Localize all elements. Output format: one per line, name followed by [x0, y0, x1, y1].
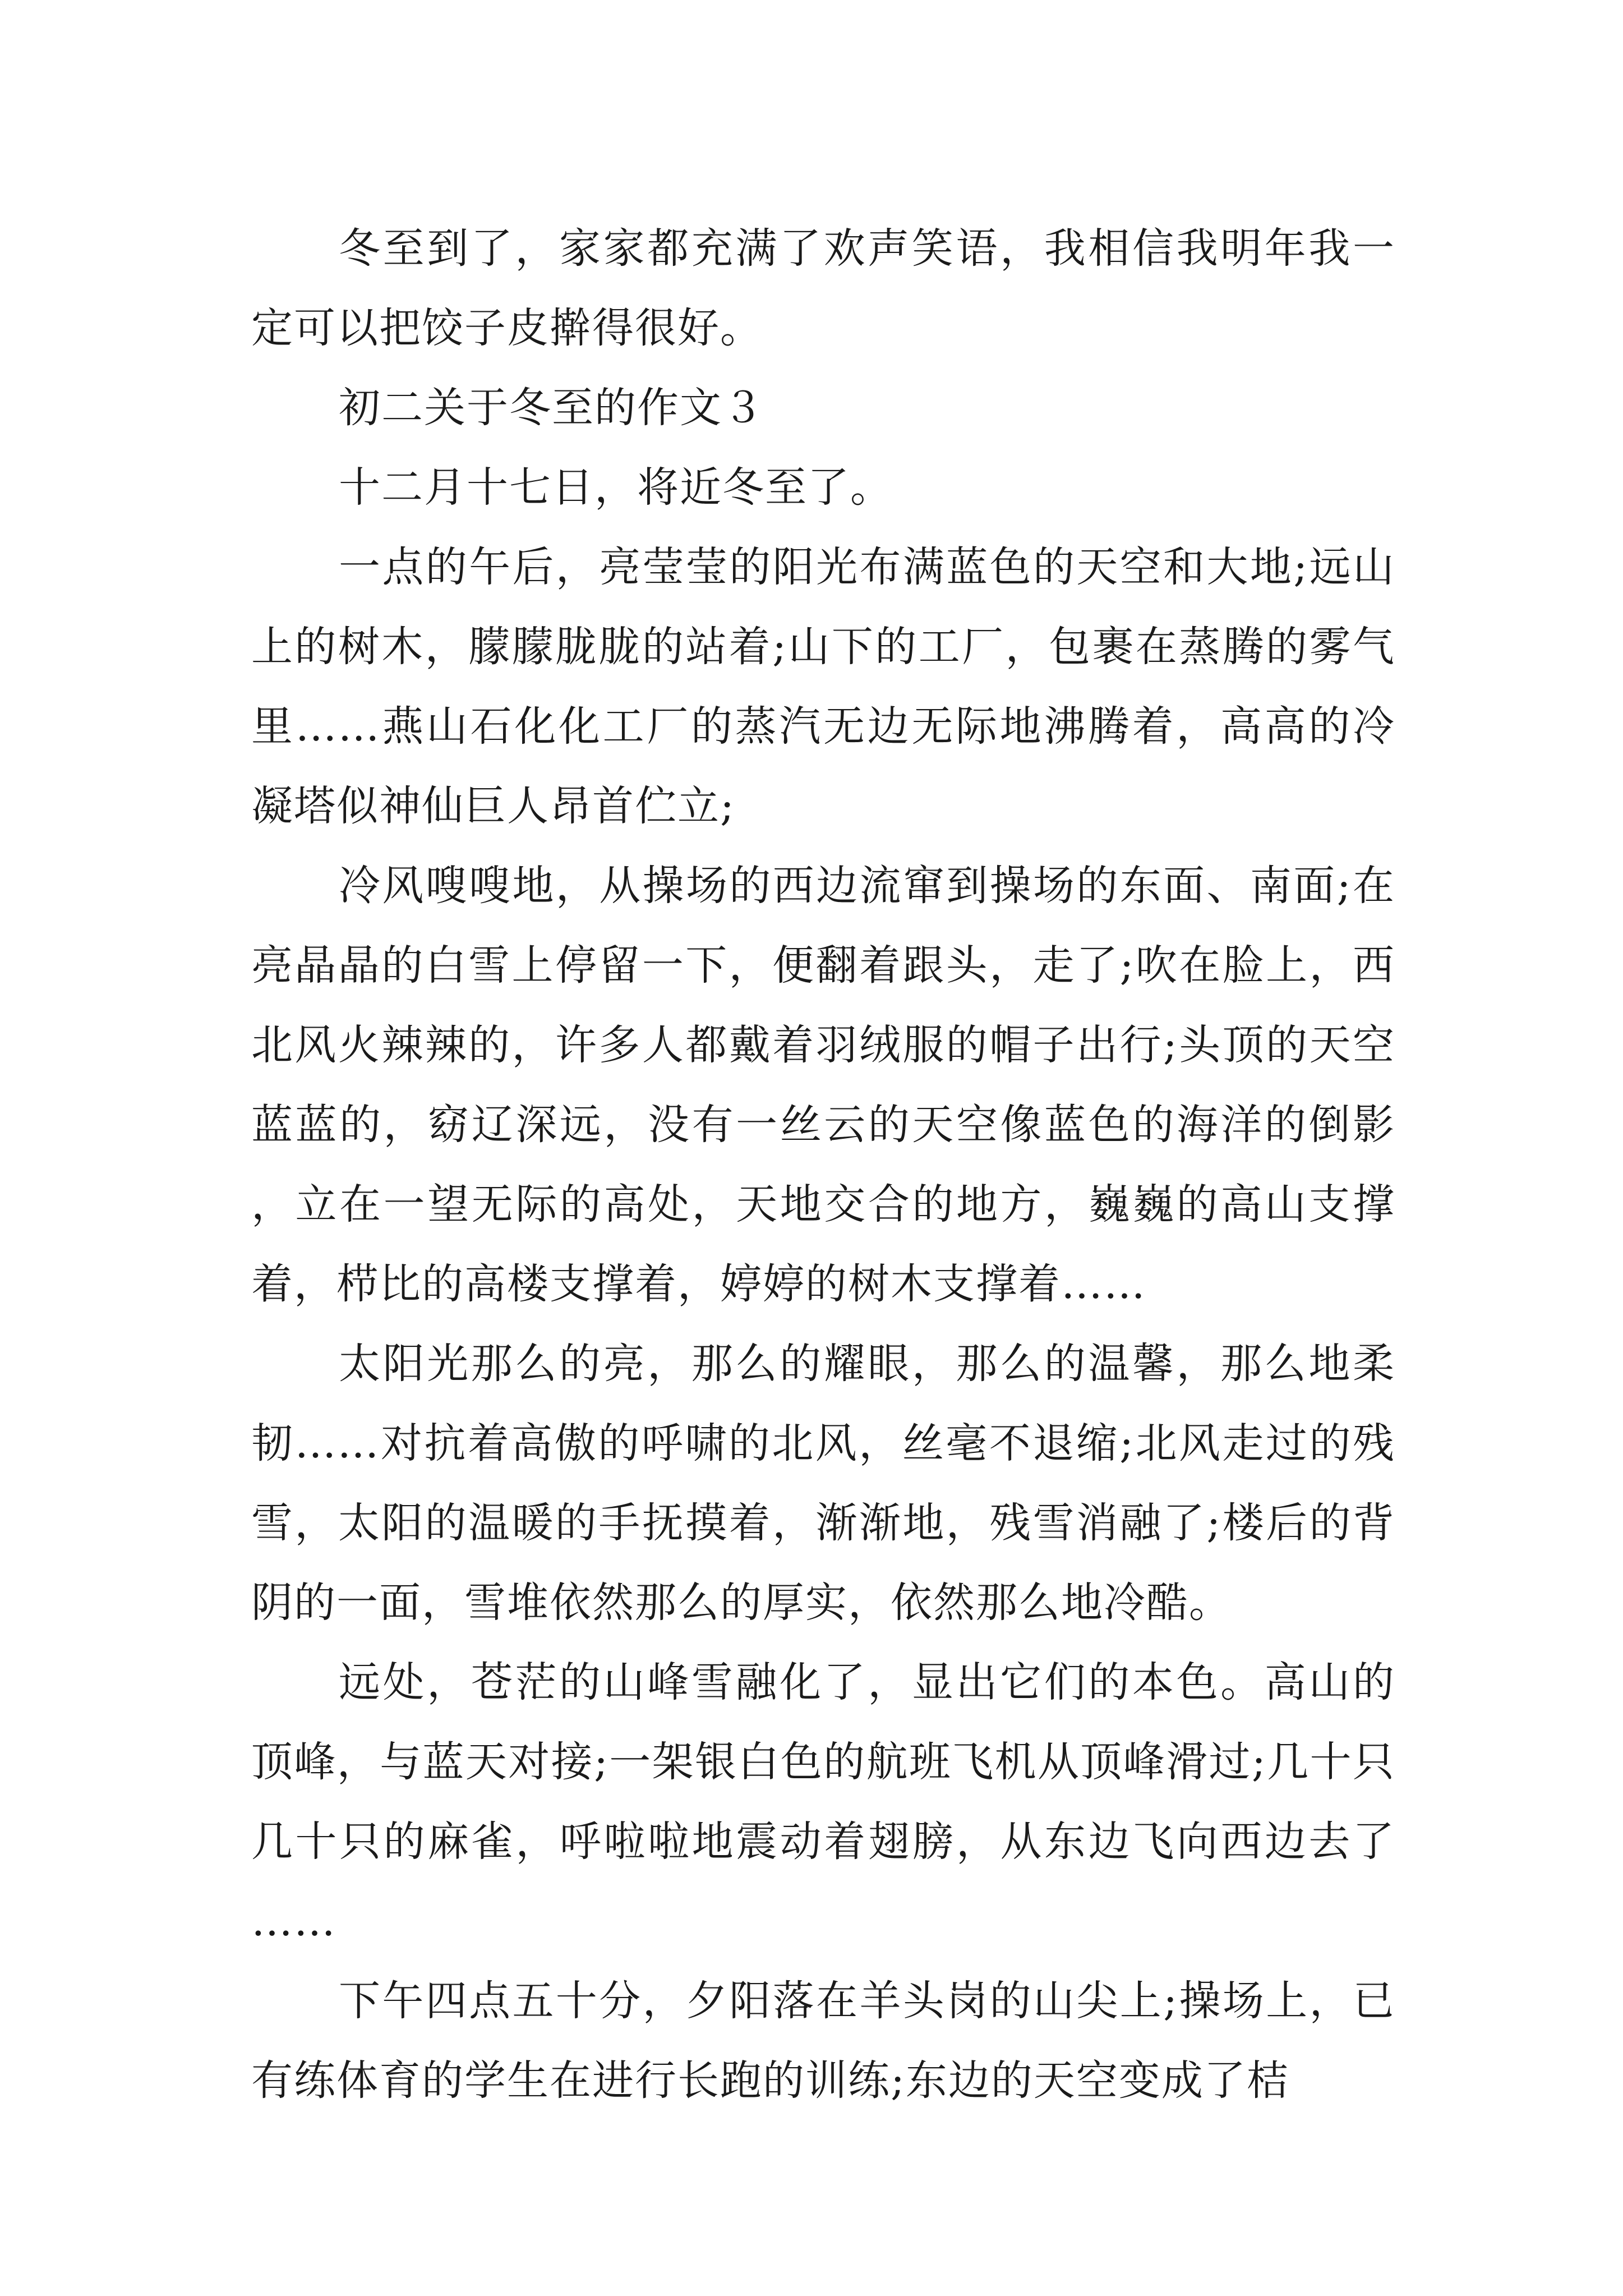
paragraph-1: 冬至到了，家家都充满了欢声笑语，我相信我明年我一定可以把饺子皮擀得很好。: [251, 224, 1395, 352]
paragraph-4: 冷风嗖嗖地，从操场的西边流窜到操场的东面、南面;在亮晶晶的白雪上停留一下，便翻着跟头，走了;吹在脸上，西北风火辣辣的，许多人都戴着羽绒服的帽子出行;头顶的天空蓝蓝的，窈辽深远，没有一丝云的天空像蓝色的海洋的倒影，立在一望无际的高处，天地交合的地方，巍巍的高山支撑着，栉比的高楼支撑着，婷婷的树木支撑着……: [251, 862, 1395, 1308]
paragraph-2: 十二月十七日，将近冬至了。: [339, 463, 893, 512]
document-body: [251, 209, 1395, 2120]
paragraph-5: 太阳光那么的亮，那么的耀眼，那么的温馨，那么地柔韧……对抗着高傲的呼啸的北风，丝毫不退缩;北风走过的残雪，太阳的温暖的手抚摸着，渐渐地，残雪消融了;楼后的背阴的一面，雪堆依然那么的厚实，依然那么地冷酷。: [251, 1340, 1395, 1627]
section-heading: 初二关于冬至的作文３: [339, 384, 765, 432]
paragraph-7: 下午四点五十分，夕阳落在羊头岗的山尖上;操场上，已有练体育的学生在进行长跑的训练;东边的天空变成了桔: [251, 1977, 1395, 2105]
paragraph-3: 一点的午后，亮莹莹的阳光布满蓝色的天空和大地;远山上的树木，朦朦胧胧的站着;山下的工厂，包裹在蒸腾的雾气里……燕山石化化工厂的蒸汽无边无际地沸腾着，高高的冷凝塔似神仙巨人昂首伫立;: [251, 543, 1395, 830]
paragraph-6: 远处，苍茫的山峰雪融化了，显出它们的本色。高山的顶峰，与蓝天对接;一架银白色的航班飞机从顶峰滑过;几十只几十只的麻雀，呼啦啦地震动着翅膀，从东边飞向西边去了……: [251, 1658, 1395, 1945]
